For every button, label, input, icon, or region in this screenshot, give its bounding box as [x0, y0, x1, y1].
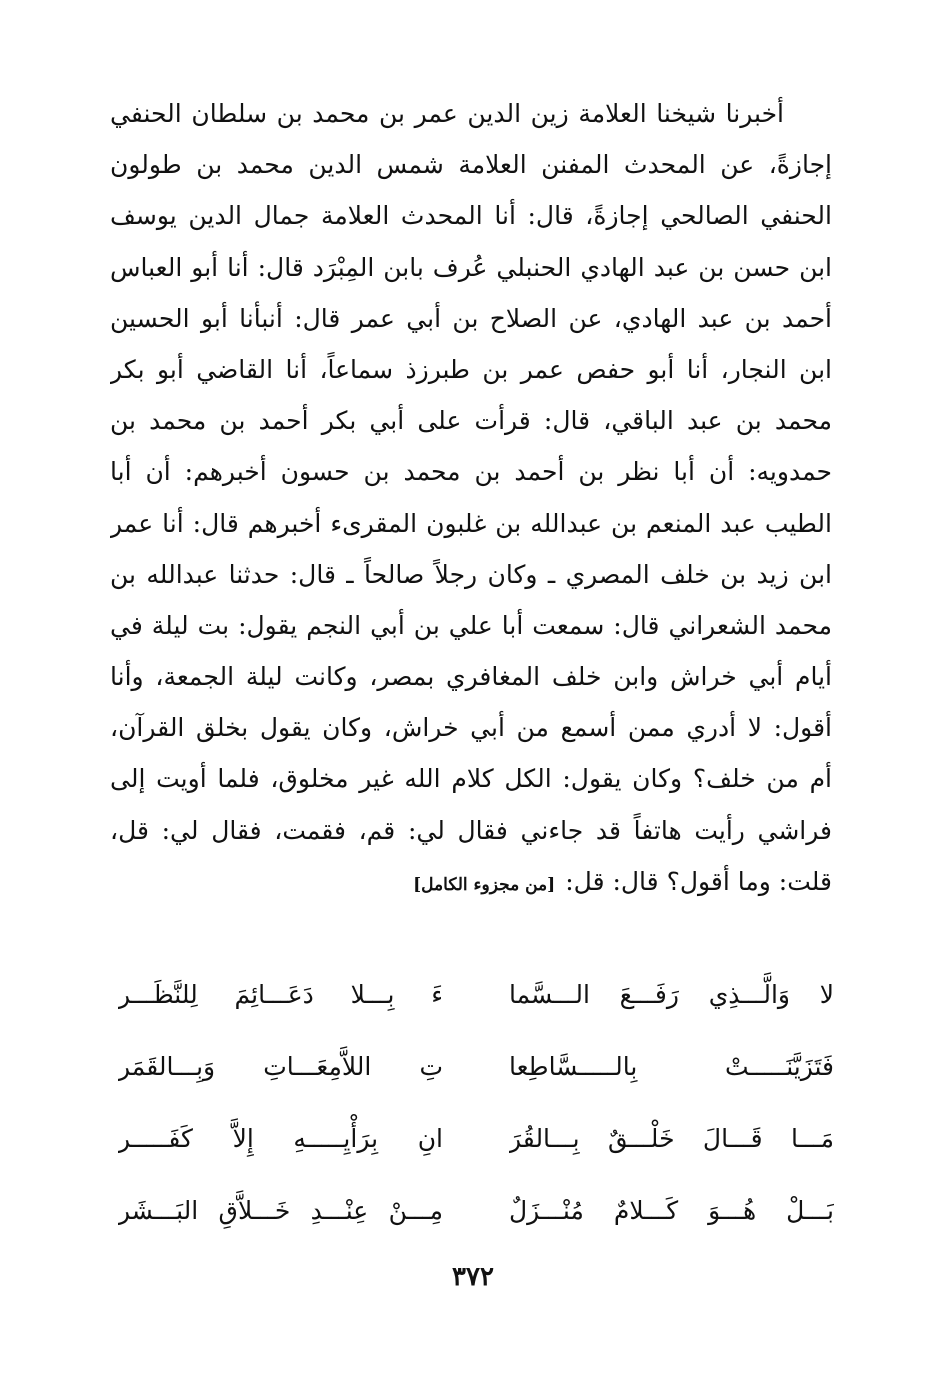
meter-note: [من مجزوء الكامل] — [413, 874, 556, 895]
prose-line: أم من خلف؟ وكان يقول: الكل كلام الله غير مخلوق، فلما أويت إلى — [110, 764, 832, 794]
prose-line: أحمد بن عبد الهادي، عن الصلاح بن أبي عمر قال: أنبأنا أبو الحسين — [110, 303, 832, 333]
prose-line: الحنفي الصالحي إجازةً، قال: أنا المحدث العلامة جمال الدين يوسف — [110, 201, 832, 231]
prose-line: أخبرنا شيخنا العلامة زين الدين عمر بن محمد بن سلطان الحنفي — [110, 99, 784, 128]
verse-second-hemistich: مِـــنْ عِنْـــدِ خَـــلاَّقِ البَـــشَر — [118, 1196, 443, 1225]
poem — [118, 967, 834, 1255]
prose-line: أقول: لا أدري ممن أسمع من أبي خراش، وكان يقول بخلق القرآن، — [110, 713, 832, 743]
prose-block — [110, 88, 832, 907]
verse — [118, 967, 834, 1039]
prose-line: محمد الشعراني قال: سمعت أبا علي بن أبي النجم يقول: بت ليلة في — [110, 610, 832, 640]
verse-second-hemistich: تِ اللاَّمِعَـــاتِ وَبِـــالقَمَر — [118, 1052, 443, 1081]
prose-line: أيام أبي خراش وابن خلف المغافري بمصر، وكانت ليلة الجمعة، وأنا — [110, 662, 832, 692]
prose-line-text: قلت: وما أقول؟ قال: قل: — [565, 866, 832, 896]
verse-first-hemistich: فَتَزَيَّنَـــــتْ بِالـــــسَّاطِعا — [509, 1052, 834, 1081]
prose-line: ابن زيد بن خلف المصري ـ وكان رجلاً صالحاً ـ قال: حدثنا عبدالله بن — [110, 559, 832, 589]
verse-second-hemistich: انِ بِرَأْيِـــــهِ إِلاَّ كَفَـــــر — [118, 1124, 443, 1153]
verse-first-hemistich: لا وَالَّـــذِي رَفَـــعَ الـــسَّما — [509, 980, 834, 1009]
verse-second-hemistich: ءَ بِـــلا دَعَـــائِمَ لِلنَّظَـــر — [118, 980, 443, 1009]
prose-line: ابن النجار، أنا أبو حفص عمر بن طبرزذ سماعاً، أنا القاضي أبو بكر — [110, 354, 832, 384]
prose-line: إجازةً، عن المحدث المفنن العلامة شمس الدين محمد بن طولون — [110, 150, 832, 180]
verse — [118, 1039, 834, 1111]
prose-line: حمدويه: أن أبا نظر بن أحمد بن محمد بن حسون أخبرهم: أن أبا — [110, 457, 832, 487]
prose-line: ابن حسن بن عبد الهادي الحنبلي عُرف بابن المِبْرَد قال: أنا أبو العباس — [110, 252, 832, 282]
prose-line: الطيب عبد المنعم بن عبدالله بن غلبون المقرىء أخبرهم قال: أنا عمر — [110, 508, 832, 538]
verse — [118, 1111, 834, 1183]
prose-line-last — [110, 856, 832, 907]
verse — [118, 1183, 834, 1255]
page-number: ٣٧٢ — [452, 1262, 494, 1292]
verse-first-hemistich: مَـــا قَـــالَ خَلْـــقٌ بِـــالقُرَ — [509, 1124, 834, 1153]
prose-line: محمد بن عبد الباقي، قال: قرأت على أبي بكر أحمد بن محمد بن — [110, 406, 832, 436]
verse-first-hemistich: بَـــلْ هُـــوَ كَـــلامٌ مُنْـــزَلٌ — [509, 1196, 834, 1225]
prose-line: فراشي رأيت هاتفاً قد جاءني فقال لي: قم، فقمت، فقال لي: قل، — [110, 815, 832, 845]
